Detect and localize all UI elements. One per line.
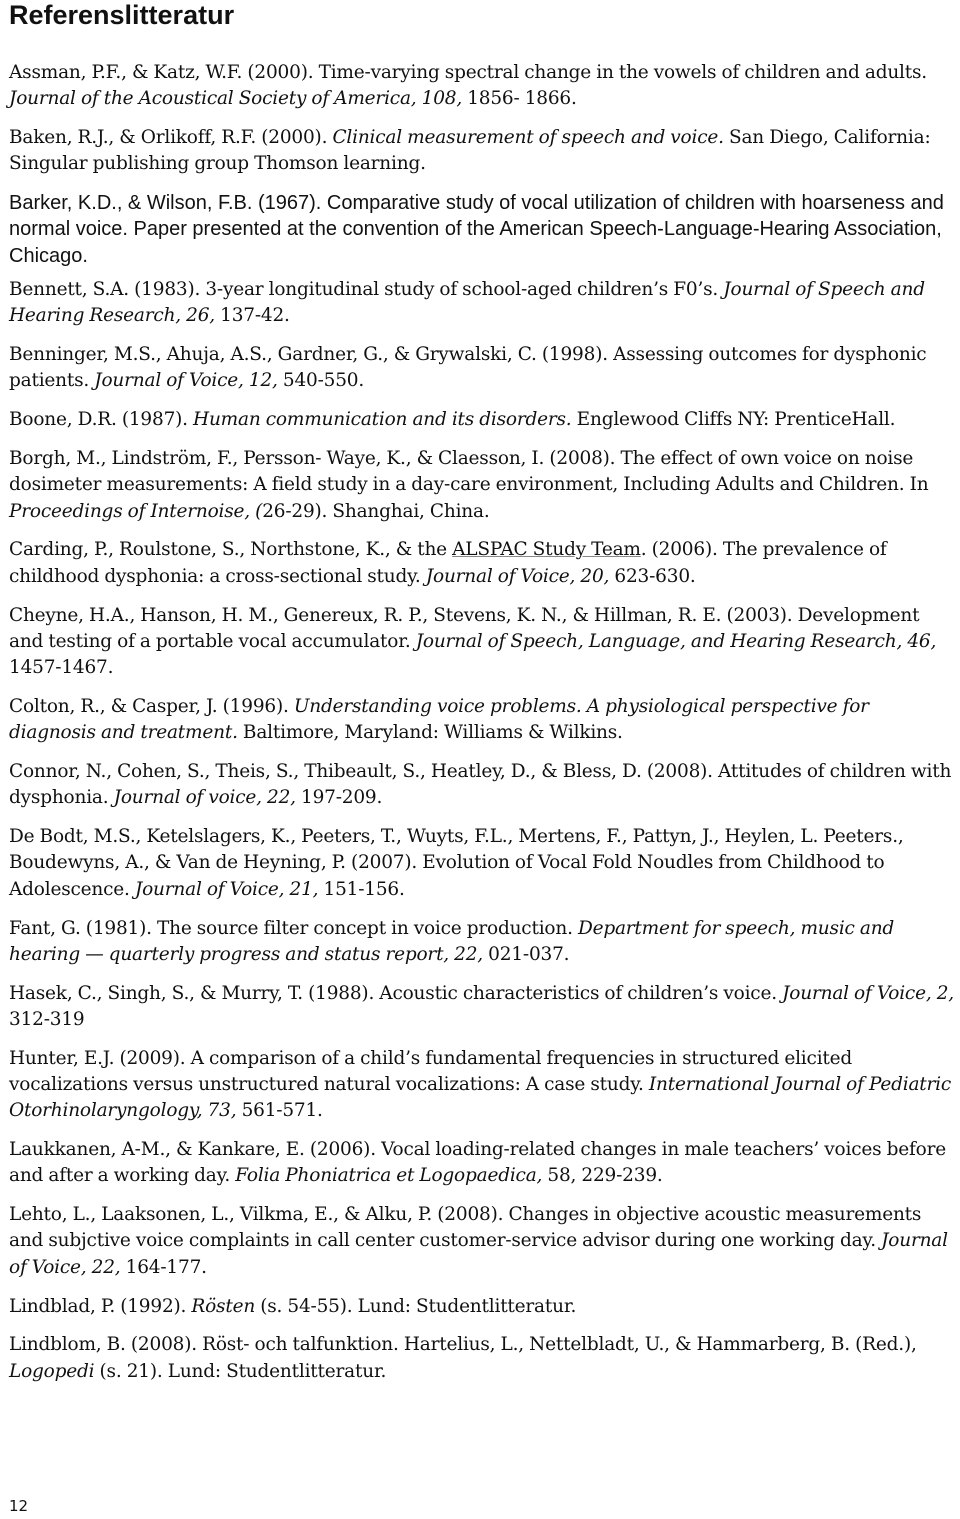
reference-text: Baltimore, Maryland: Williams & Wilkins. (237, 722, 623, 744)
reference-text: ALSPAC Study Team (452, 539, 641, 561)
reference-entry (9, 824, 958, 903)
reference-text: 151-156. (318, 878, 405, 900)
reference-text: Baken, R.J., & Orlikoff, R.F. (2000). (9, 127, 333, 149)
reference-text: 197-209. (295, 787, 383, 809)
reference-text: 58, 229-239. (542, 1165, 663, 1187)
reference-text: 021-037. (483, 943, 570, 965)
reference-text: (s. 54-55). Lund: Studentlitteratur. (255, 1295, 577, 1317)
reference-entry (9, 1202, 958, 1281)
reference-italic-text: Logopedi (9, 1360, 95, 1382)
reference-entry (9, 60, 958, 113)
reference-entry (9, 1332, 958, 1385)
reference-list (9, 60, 958, 1397)
reference-text: Connor, N., Cohen, S., Theis, S., Thibeault, S., Heatley, D., & Bless, D. (2008). Attitudes of children with dysphonia. (9, 761, 952, 809)
reference-italic-text: Journal of Voice, 20, (425, 565, 610, 587)
reference-text: 312-319 (9, 1008, 85, 1030)
reference-text: 1856- 1866. (462, 88, 577, 110)
reference-text: 26-29). Shanghai, China. (262, 500, 490, 522)
reference-italic-text: Proceedings of Internoise, ( (9, 500, 263, 522)
reference-italic-text: Journal of voice, 22, (113, 787, 296, 809)
reference-text: Boone, D.R. (1987). (9, 409, 194, 431)
reference-text: 164-177. (120, 1256, 207, 1278)
reference-italic-text: Journal of Voice, 2, (782, 982, 954, 1004)
reference-text: Assman, P.F., & Katz, W.F. (2000). Time-varying spectral change in the vowels of children and adults. (9, 62, 927, 83)
reference-text: (s. 21). Lund: Studentlitteratur. (94, 1360, 387, 1382)
reference-italic-text: Journal of Voice, 21, (134, 878, 319, 900)
reference-italic-text: International Journal of Pediatric Otorhinolaryngology, 73, (9, 1074, 952, 1122)
reference-text: De Bodt, M.S., Ketelslagers, K., Peeters, T., Wuyts, F.L., Mertens, F., Pattyn, J., Heylen, L. Peeters., Boudewyns, A., & Van de Heyning, P. (2007). Evolution of Vocal Fold Noudles from Childhood to Adolescence. (9, 826, 904, 900)
reference-text: Carding, P., Roulstone, S., Northstone, K., & the (9, 539, 453, 561)
reference-entry (9, 603, 958, 682)
page-title: Referenslitteratur (9, 0, 235, 30)
reference-entry (9, 694, 958, 747)
reference-text: Colton, R., & Casper, J. (1996). (9, 695, 294, 717)
reference-italic-text: Journal of Speech, Language, and Hearing Research, 46, (415, 630, 937, 652)
reference-entry (9, 1294, 958, 1320)
reference-entry (9, 759, 958, 812)
reference-italic-text: Journal of Speech and Hearing Research, 26, (9, 279, 925, 327)
reference-text: Lindblad, P. (1992). (9, 1295, 192, 1317)
reference-italic-text: Journal of the Acoustical Society of America, 108, (9, 88, 463, 110)
reference-text: Laukkanen, A-M., & Kankare, E. (2006). Vocal loading-related changes in male teachers’ voices before and after a working day. (9, 1139, 946, 1187)
reference-text: Benninger, M.S., Ahuja, A.S., Gardner, G., & Grywalski, C. (1998). Assessing outcomes for dysphonic patients. (9, 344, 927, 392)
reference-text: 540-550. (277, 370, 365, 392)
reference-text: 137-42. (214, 305, 290, 327)
reference-italic-text: Journal of Voice, 12, (94, 370, 278, 392)
reference-entry (9, 446, 958, 525)
reference-italic-text: Human communication and its disorders. (193, 409, 572, 431)
reference-text: Lindblom, B. (2008). Röst- och talfunktion. Hartelius, L., Nettelbladt, U., & Hammarberg, B. (Red.), (9, 1334, 917, 1356)
reference-text: Bennett, S.A. (1983). 3-year longitudinal study of school-aged children’s F0’s. (9, 279, 724, 301)
reference-entry (9, 342, 958, 395)
reference-text: Borgh, M., Lindström, F., Persson- Waye, K., & Claesson, I. (2008). The effect of own voice on noise dosimeter measurements: A field study in a day-care environment, Including Adults and Children. In (9, 448, 929, 496)
reference-entry (9, 1046, 958, 1125)
reference-text: Cheyne, H.A., Hanson, H. M., Genereux, R. P., Stevens, K. N., & Hillman, R. E. (2003). Development and testing of a portable vocal accumulator. (9, 604, 920, 652)
reference-entry (9, 190, 958, 269)
reference-text: San Diego, California: Singular publishing group Thomson learning. (9, 127, 931, 175)
reference-entry (9, 537, 958, 590)
reference-text: 561-571. (236, 1100, 323, 1122)
reference-entry (9, 916, 958, 969)
reference-italic-text: Department for speech, music and hearing — quarterly progress and status report, 22, (9, 917, 895, 965)
reference-text: Fant, G. (1981). The source filter concept in voice production. (9, 917, 578, 939)
reference-italic-text: Clinical measurement of speech and voice. (332, 127, 724, 149)
reference-text: Hasek, C., Singh, S., & Murry, T. (1988). Acoustic characteristics of children’s voice. (9, 982, 783, 1004)
reference-text: 1457-1467. (9, 657, 114, 679)
reference-text: Lehto, L., Laaksonen, L., Vilkma, E., & Alku, P. (2008). Changes in objective acoustic measurements and subjctive voice complaints in call center customer-service advisor during one working day. (9, 1204, 922, 1252)
reference-text: Hunter, E.J. (2009). A comparison of a child’s fundamental frequencies in structured elicited vocalizations versus unstructured natural vocalizations: A case study. (9, 1047, 853, 1095)
reference-text: Barker, K.D., & Wilson, F.B. (1967). Comparative study of vocal utilization of children with hoarseness and normal voice. Paper presented at the convention of the American Speech-Language-Hearing Association, Chicago. (9, 192, 944, 267)
reference-entry (9, 981, 958, 1034)
reference-italic-text: Rösten (191, 1295, 256, 1317)
page-number: 12 (9, 1497, 29, 1515)
reference-entry (9, 407, 958, 433)
reference-italic-text: Folia Phoniatrica et Logopaedica, (235, 1165, 543, 1187)
reference-entry (9, 1137, 958, 1190)
reference-text: . (2006). The prevalence of childhood dysphonia: a cross-sectional study. (9, 539, 887, 587)
reference-text: Englewood Cliffs NY: PrenticeHall. (571, 409, 896, 431)
reference-italic-text: Journal of Voice, 22, (9, 1230, 948, 1278)
reference-entry (9, 125, 958, 178)
reference-italic-text: Understanding voice problems. A physiological perspective for diagnosis and treatment. (9, 695, 869, 744)
reference-entry (9, 277, 958, 330)
reference-text: 623-630. (609, 565, 696, 587)
